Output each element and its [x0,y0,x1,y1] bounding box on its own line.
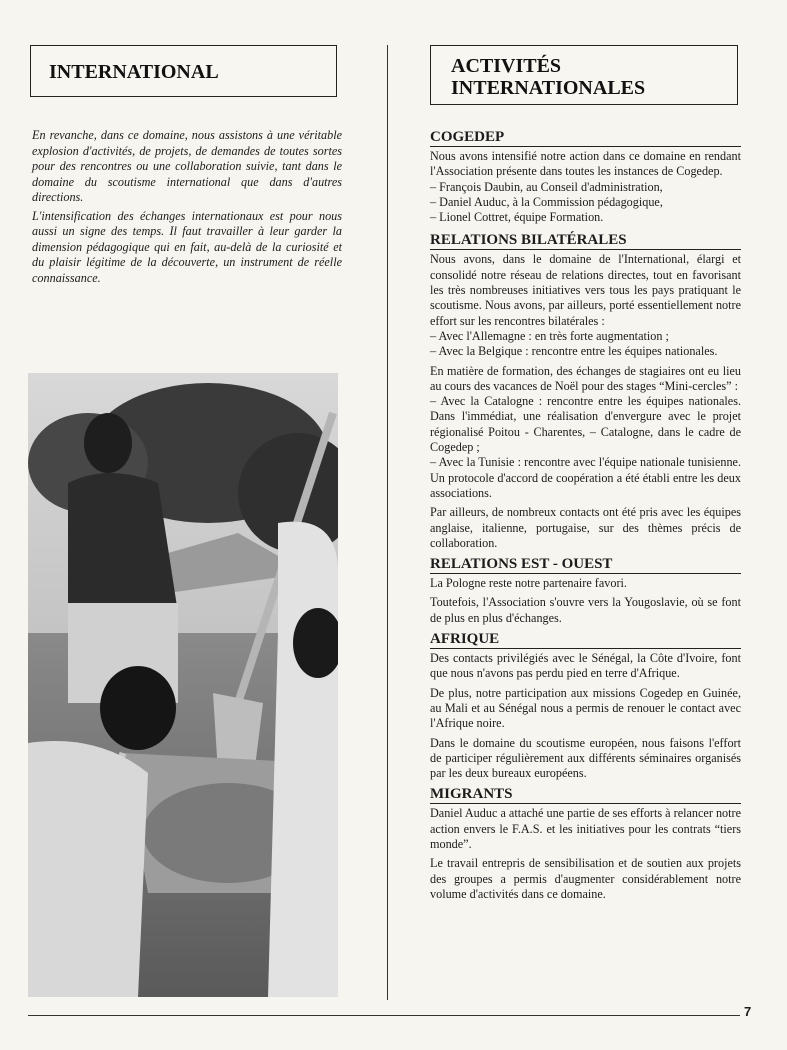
heading-cogedep: COGEDEP [430,128,741,147]
migrants-paragraph-1: Daniel Auduc a attaché une partie de ses efforts à relancer notre action envers le F.A.S. et les initiatives pour les contrats “tiers monde”. [430,806,741,851]
afrique-paragraph-3: Dans le domaine du scoutisme européen, nous faisons l'effort de participer régulièrement aux différents séminaires organisés par les deux bureaux européens. [430,735,741,781]
heading-migrants: MIGRANTS [430,785,741,804]
section-title-activites [430,45,738,105]
cogedep-item-3: – Lionel Cottret, équipe Formation. [430,210,604,225]
activities-column [430,128,741,906]
bilaterales-paragraph-2: En matière de formation, des échanges de stagiaires ont eu lieu au cours des vacances de Noël pour des stages “Mini-cercles” : [430,363,741,393]
bilaterales-paragraph-3: Par ailleurs, de nombreux contacts ont été pris avec les équipes anglaise, italienne, portugaise, sur des thèmes précis de collaboration. [430,505,741,550]
section-title-international [30,45,337,97]
bilaterales-item-4: – Avec la Tunisie : rencontre avec l'équipe nationale tunisienne. Un protocole d'accord de coopération a été établi entre les deux associations. [430,455,741,500]
photo-workers-wheelbarrow [28,373,338,997]
section-title-text: INTERNATIONAL [49,61,219,83]
intro-text [32,128,342,289]
cogedep-paragraph: Nous avons intensifié notre action dans ce domaine en rendant l'Association présente dans toutes les instances de Cogedep. [430,149,741,179]
bilaterales-item-1: – Avec l'Allemagne : en très forte augmentation ; [430,328,669,343]
bilaterales-item-2: – Avec la Belgique : rencontre entre les équipes nationales. [430,344,718,359]
page-number: 7 [744,1004,752,1019]
intro-paragraph-2: L'intensification des échanges internationaux est pour nous aussi un signe des temps. Il faut travailler à leur garder la dimension pédagogique qui en fait, au-delà de la curiosité et du plaisir légitime de la découverte, un instrument de réelle connaissance. [32,208,342,285]
migrants-paragraph-2: Le travail entrepris de sensibilisation et de soutien aux projets des groupes a permis d'augmenter considérablement notre volume d'activités dans ce domaine. [430,856,741,901]
est-ouest-paragraph-1: La Pologne reste notre partenaire favori. [430,576,627,591]
cogedep-item-2: – Daniel Auduc, à la Commission pédagogique, [430,194,663,209]
heading-afrique: AFRIQUE [430,630,741,649]
bilaterales-paragraph-1: Nous avons, dans le domaine de l'International, élargi et consolidé notre réseau de relations directes, tout en favorisant les très nombreuses initiatives vers tous les pays pratiquant le scoutisme. Nous avons, par ailleurs, porté essentiellement notre effort sur les rencontres bilatérales : [430,252,741,328]
heading-est-ouest: RELATIONS EST - OUEST [430,555,741,574]
footer-rule [28,1015,740,1016]
title-line-2: INTERNATIONALES [451,77,646,99]
bilaterales-item-3: – Avec la Catalogne : rencontre entre les équipes nationales. Dans l'immédiat, une réalisation d'envergure avec le projet régionalisé Poitou - Charentes, – Catalogne, dans le cadre de Cogedep ; [430,394,741,455]
section-bilaterales [430,231,741,551]
heading-bilaterales: RELATIONS BILATÉRALES [430,231,741,250]
afrique-paragraph-2: De plus, notre participation aux missions Cogedep en Guinée, au Mali et au Sénégal nous a permis de renouer le contact avec l'Afrique noire. [430,685,741,731]
section-migrants [430,785,741,902]
intro-paragraph-1: En revanche, dans ce domaine, nous assistons à une véritable explosion d'activités, de projets, de demandes de toutes sortes pour des rencontres ou une collaboration suivie, tant dans le domaine du scoutisme international que dans d'autres directions. [32,128,342,204]
section-afrique [430,630,741,781]
column-divider [387,45,388,1000]
afrique-paragraph-1: Des contacts privilégiés avec le Sénégal, la Côte d'Ivoire, font que nous n'avons pas perdu pied en terre d'Afrique. [430,651,741,681]
section-cogedep [430,128,741,225]
photo-illustration [28,373,338,997]
cogedep-item-1: – François Daubin, au Conseil d'administration, [430,179,663,194]
section-est-ouest [430,555,741,626]
est-ouest-paragraph-2: Toutefois, l'Association s'ouvre vers la Yougoslavie, où se font de plus en plus d'échanges. [430,595,741,625]
title-line-1: ACTIVITÉS [451,55,562,77]
